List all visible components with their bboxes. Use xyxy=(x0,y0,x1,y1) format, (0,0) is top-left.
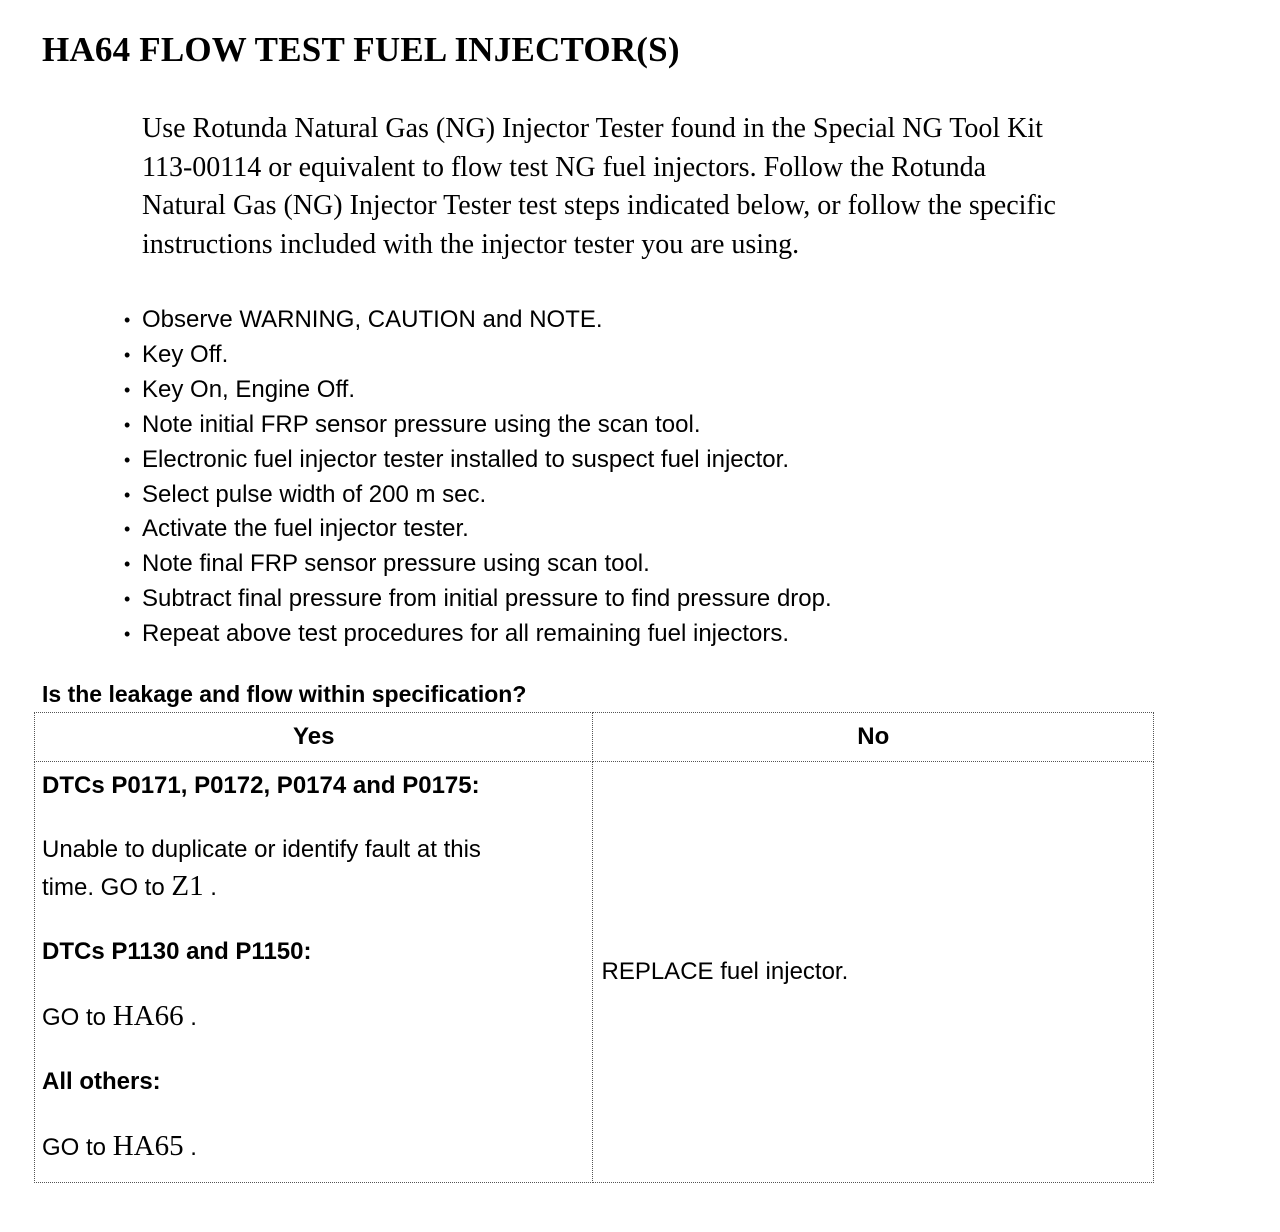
bullet-icon: • xyxy=(124,554,131,575)
step-text: Note final FRP sensor pressure using scan tool. xyxy=(142,550,650,578)
intro-line: Natural Gas (NG) Injector Tester test steps indicated below, or follow the specific xyxy=(142,190,1056,222)
no-column-header: No xyxy=(593,713,1154,762)
decision-table xyxy=(34,712,1154,1183)
ref-suffix: . xyxy=(183,1004,197,1031)
dtc-group-text-line: Unable to duplicate or identify fault at this xyxy=(42,836,481,863)
bullet-icon: • xyxy=(124,484,131,505)
list-item xyxy=(124,338,832,373)
yes-column-header: Yes xyxy=(35,713,593,762)
list-item xyxy=(124,617,832,652)
list-item xyxy=(124,478,832,513)
page-title: HA64 FLOW TEST FUEL INJECTOR(S) xyxy=(42,30,680,69)
table-header-row xyxy=(35,713,1154,762)
list-item xyxy=(124,303,832,338)
dtc-group-heading: DTCs P0171, P0172, P0174 and P0175: xyxy=(42,772,480,799)
step-text: Electronic fuel injector tester installed to suspect fuel injector. xyxy=(142,445,789,473)
step-text: Repeat above test procedures for all remaining fuel injectors. xyxy=(142,620,790,648)
bullet-icon: • xyxy=(124,414,131,435)
dtc-group-text-line: GO to xyxy=(42,1004,113,1031)
intro-line: 113-00114 or equivalent to flow test NG fuel injectors. Follow the Rotunda xyxy=(142,151,987,183)
intro-paragraph xyxy=(142,110,1252,264)
ref-suffix: . xyxy=(183,1134,197,1161)
list-item xyxy=(124,408,832,443)
list-item xyxy=(124,582,832,617)
go-to-z1-link[interactable]: Z1 xyxy=(171,870,204,902)
dtc-group-text xyxy=(42,1128,586,1166)
dtc-group-heading: DTCs P1130 and P1150: xyxy=(42,938,312,965)
bullet-icon: • xyxy=(124,449,131,470)
decision-question: Is the leakage and flow within specification? xyxy=(42,681,527,707)
bullet-icon: • xyxy=(124,589,131,610)
ref-suffix: . xyxy=(203,874,217,901)
dtc-group-text xyxy=(42,832,586,906)
step-text: Note initial FRP sensor pressure using the scan tool. xyxy=(142,410,701,438)
step-text: Observe WARNING, CAUTION and NOTE. xyxy=(142,306,603,333)
intro-line: Use Rotunda Natural Gas (NG) Injector Tester found in the Special NG Tool Kit xyxy=(142,113,1043,144)
step-text: Activate the fuel injector tester. xyxy=(142,515,469,543)
step-text: Key On, Engine Off. xyxy=(142,375,356,403)
bullet-icon: • xyxy=(124,344,131,365)
step-text: Subtract final pressure from initial pressure to find pressure drop. xyxy=(142,585,832,613)
no-cell: REPLACE fuel injector. xyxy=(593,762,1154,1183)
step-text: Key Off. xyxy=(142,340,229,368)
list-item xyxy=(124,512,832,547)
step-text: Select pulse width of 200 m sec. xyxy=(142,480,487,508)
dtc-group-heading: All others: xyxy=(42,1068,161,1095)
table-row xyxy=(35,762,1154,1183)
list-item xyxy=(124,373,832,408)
dtc-group-text xyxy=(42,998,586,1036)
bullet-icon: • xyxy=(124,379,131,400)
intro-line: instructions included with the injector tester you are using. xyxy=(142,228,800,260)
list-item xyxy=(124,547,832,582)
list-item xyxy=(124,443,832,478)
go-to-ha65-link[interactable]: HA65 xyxy=(112,1130,184,1162)
go-to-ha66-link[interactable]: HA66 xyxy=(112,1000,184,1032)
bullet-icon: • xyxy=(124,624,131,645)
dtc-group-text-line: time. GO to xyxy=(42,874,172,901)
bullet-icon: • xyxy=(124,519,131,540)
yes-cell xyxy=(35,762,593,1183)
dtc-group-text-line: GO to xyxy=(42,1134,113,1161)
bullet-icon: • xyxy=(124,310,131,330)
test-steps-list xyxy=(124,303,832,652)
